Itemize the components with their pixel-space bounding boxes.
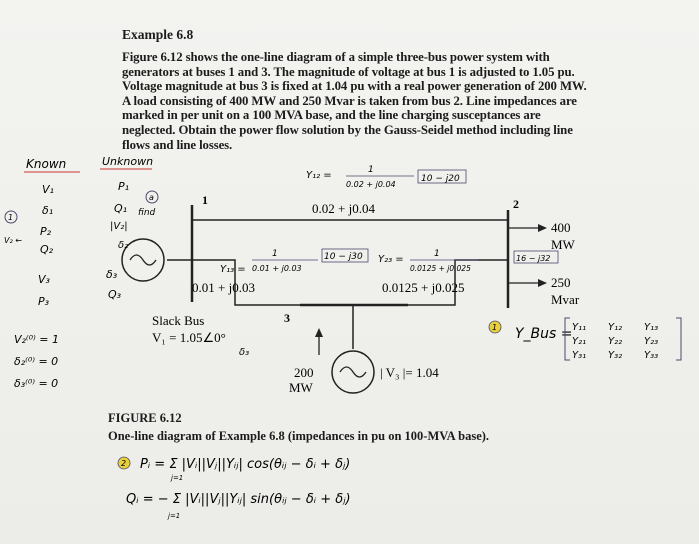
y23-result: 16 − j32 (516, 254, 551, 263)
init-d2: δ₂⁽⁰⁾ = 0 (14, 355, 59, 368)
ybus-matrix-cell: Y₃₁ (572, 350, 587, 361)
init-d3: δ₃⁽⁰⁾ = 0 (14, 377, 59, 390)
q-sum-limit: j=1 (168, 512, 181, 520)
ybus-matrix-cell: Y₂₁ (572, 336, 587, 347)
unknown-item-3: |V₂| (110, 221, 128, 232)
impedance-12: 0.02 + j0.04 (312, 201, 375, 216)
ybus-matrix-cell: Y₂₃ (644, 336, 659, 347)
y13-result: 10 − j30 (324, 252, 363, 262)
known-item-6: P₃ (38, 295, 50, 308)
known-item-4: Q₂ (40, 243, 54, 256)
generator-3-wave (340, 367, 366, 377)
gen-3-mw-value: 200 (294, 365, 314, 380)
unknown-item-2: Q₁ (114, 202, 128, 215)
ybus-matrix-cell: Y₁₃ (644, 322, 659, 333)
delta3-note: δ₃ (239, 347, 250, 358)
ybus-matrix (572, 322, 658, 361)
unknown-item-6: Q₃ (108, 288, 122, 301)
v2-side-note: V₂ ← (4, 236, 22, 245)
q-formula: Qᵢ = − Σ |Vᵢ||Vⱼ||Yᵢⱼ| sin(θᵢⱼ − δᵢ + δⱼ) (126, 492, 351, 507)
y12-den: 0.02 + j0.04 (346, 180, 396, 189)
y12-prefix: Y₁₂ = (306, 170, 332, 181)
load-mvar-unit: Mvar (551, 292, 580, 307)
gen-3-mw-unit: MW (289, 380, 313, 395)
figure-title: FIGURE 6.12 (108, 411, 182, 425)
ybus-label: Y_Bus = (515, 326, 573, 342)
y23-den: 0.0125 + j0.025 (410, 264, 471, 273)
y12-one: 1 (368, 165, 374, 175)
ybus-marker-text: 1 (492, 323, 498, 332)
known-item-5: V₃ (38, 273, 50, 286)
figure-caption: One-line diagram of Example 6.8 (impedances in pu on 100-MVA base). (108, 429, 490, 443)
unknown-header: Unknown (102, 155, 154, 168)
ybus-matrix-cell: Y₂₂ (608, 336, 623, 347)
injection-arrowhead (315, 328, 323, 337)
example-heading: Example 6.8 (122, 27, 194, 42)
find-note: find (138, 208, 156, 218)
note-circle-1-text: 1 (8, 213, 14, 222)
y13-den: 0.01 + j0.03 (252, 264, 302, 273)
p-formula: Pᵢ = Σ |Vᵢ||Vⱼ||Yᵢⱼ| cos(θᵢⱼ − δᵢ + δⱼ) (140, 457, 351, 472)
impedance-23: 0.0125 + j0.025 (382, 280, 465, 295)
y13-prefix: Y₁₃ = (220, 264, 246, 275)
v3-label: | V₃ |= 1.04 (380, 365, 439, 380)
slack-bus-label: Slack Bus (152, 313, 205, 328)
unknown-item-1: P₁ (118, 180, 130, 193)
impedance-13: 0.01 + j0.03 (192, 280, 255, 295)
generator-1-wave (130, 255, 156, 265)
load-mw-value: 400 (551, 220, 571, 235)
load-q-arrowhead (538, 279, 547, 287)
problem-statement: Figure 6.12 shows the one-line diagram of a simple three-bus power system with generators at buses 1 and 3. The magnitude of voltage at bus 1 is adjusted to 1.05 pu. Voltage magnitude at bus 3 is fixed at 1.04 pu with a real power generation of 200 MW. A load consisting of 400 MW and 250 Mvar is taken from bus 2. Line impedances are marked in per unit on a 100 MVA base, and the line charging susceptances are neglected. Obtain the power flow solution by the Gauss-Seidel method including line flows and line losses. (122, 50, 587, 152)
unknown-item-5: δ₃ (106, 268, 118, 281)
load-mvar-value: 250 (551, 275, 571, 290)
known-header: Known (26, 157, 67, 171)
bus-2-number: 2 (513, 197, 519, 211)
bus-1-number: 1 (202, 193, 208, 207)
ybus-matrix-cell: Y₃₃ (644, 350, 659, 361)
load-p-arrowhead (538, 224, 547, 232)
y12-result: 10 − j20 (421, 174, 460, 184)
unknown-item-4: δ₂ (118, 240, 129, 251)
y23-prefix: Y₂₃ = (378, 254, 404, 265)
load-mw-unit: MW (551, 237, 575, 252)
p-sum-limit: j=1 (171, 474, 184, 482)
ybus-matrix-cell: Y₁₂ (608, 322, 623, 333)
formula-marker-text: 2 (121, 459, 127, 468)
known-item-2: δ₁ (42, 204, 54, 217)
known-item-1: V₁ (42, 183, 54, 196)
y13-one: 1 (272, 249, 278, 259)
y23-one: 1 (434, 249, 440, 259)
ybus-matrix-cell: Y₃₂ (608, 350, 623, 361)
init-v2: V₂⁽⁰⁾ = 1 (14, 333, 59, 346)
known-item-3: P₂ (40, 225, 52, 238)
ybus-matrix-cell: Y₁₁ (572, 322, 587, 333)
bus-3-number: 3 (284, 311, 290, 325)
slack-voltage: V₁ = 1.05∠0° (152, 330, 226, 345)
note-circle-a-text: a (149, 193, 154, 202)
matrix-bracket-right (676, 318, 681, 360)
